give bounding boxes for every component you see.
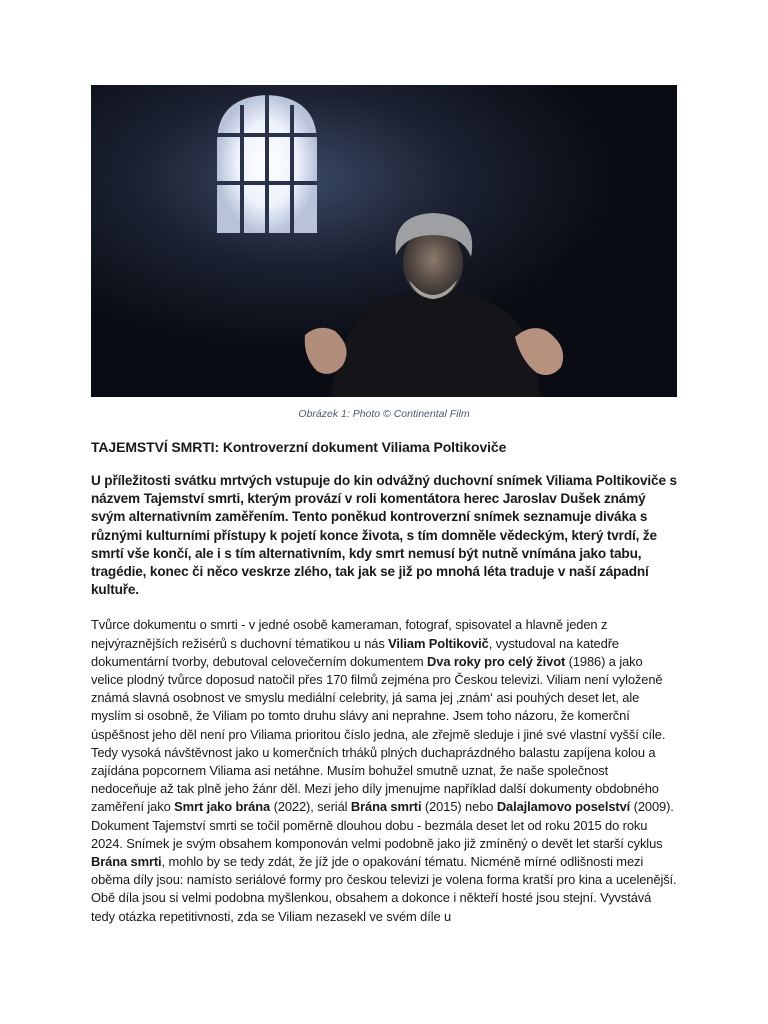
article-body <box>91 616 677 925</box>
film-title: Dalajlamovo poselství <box>496 799 631 815</box>
body-text: (1986) a jako velice plodný tvůrce doposud natočil přes 170 filmů zejména pro Českou televizi. Viliam není vyloženě známá slavná osobnost ve smyslu mediální celebrity, já sama jej ‚znám‘ asi pouhých deset let, ale myslím si osobně, že Viliam po tomto druhu slávy ani neprahne. Jsem toho názoru, že komerční úspěšnost jeho děl není pro Viliama prioritou číslo jedna, ale zřejmě sleduje i jiné své vlastní vyšší cíle. Tedy vysoká návštěvnost jako u komerčních trháků plných duchaprázdného balastu zapíjena kolou a zajídána popcornem Viliama asi netáhne. Musím bohužel smutně uznat, že naše společnost nedoceňuje až tak plně jeho žánr děl. Mezi jeho díly jmenujme například další dokumenty obdobného zaměření jako <box>91 653 666 815</box>
body-text: , mohlo by se tedy zdát, že jíž jde o opakování tématu. Nicméně mírné odlišnosti mezi oběma díly jsou: namísto seriálové formy pro českou televizi je volena forma kratší pro kina a ucelenější. Obě díla jsou si velmi podobna myšlenkou, obsahem a dokonce i někteří hosté jsou stejní. Vyvstává tedy otázka repetitivnosti, zda se Viliam nezasekl ve svém díle u <box>91 854 677 924</box>
film-title: Dva roky pro celý život <box>427 653 566 669</box>
body-text: , vystudoval na katedře dokumentární tvorby, debutoval celovečerním dokumentem <box>91 635 619 669</box>
article-photo <box>91 85 677 397</box>
body-text: (2022), seriál <box>270 799 351 815</box>
body-text: Tvůrce dokumentu o smrti - v jedné osobě kameraman, fotograf, spisovatel a hlavně jeden z nejvýraznějších režisérů s duchovní tématikou u nás <box>91 617 608 651</box>
film-title: Brána smrti <box>350 799 422 815</box>
film-title: Smrt jako brána <box>174 799 271 815</box>
photo-caption: Obrázek 1: Photo © Continental Film <box>298 408 470 420</box>
photo-illustration <box>91 85 677 397</box>
document-page <box>91 85 677 926</box>
body-text: (2015) nebo <box>421 799 497 815</box>
article-lead: U příležitosti svátku mrtvých vstupuje do kin odvážný duchovní snímek Viliama Poltikoviče s názvem Tajemství smrti, kterým provází v roli komentátora herec Jaroslav Dušek známý svým alternativním zaměřením. Tento poněkud kontroverzní snímek seznamuje diváka s různými kulturními přístupy k pojetí konce života, s tím domněle vědeckým, který tvrdí, že smrtí vše končí, ale i s tím alternativním, kdy smrt nemusí být nutně vnímána jako tabu, tragédie, konec či něco veskrze zlého, tak jak se již po mnohá léta traduje v naší západní kultuře. <box>91 473 677 598</box>
film-title: Brána smrti <box>91 854 162 870</box>
body-text: (2009). Dokument Tajemství smrti se točil poměrně dlouhou dobu - bezmála deset let od roku 2015 do roku 2024. Snímek je svým obsahem komponován velmi podobně jako již zmíněný o devět let starší cyklus <box>91 799 674 851</box>
director-name: Viliam Poltikovič <box>388 635 489 651</box>
article-title: TAJEMSTVÍ SMRTI: Kontroverzní dokument Viliama Poltikoviče <box>91 439 507 455</box>
